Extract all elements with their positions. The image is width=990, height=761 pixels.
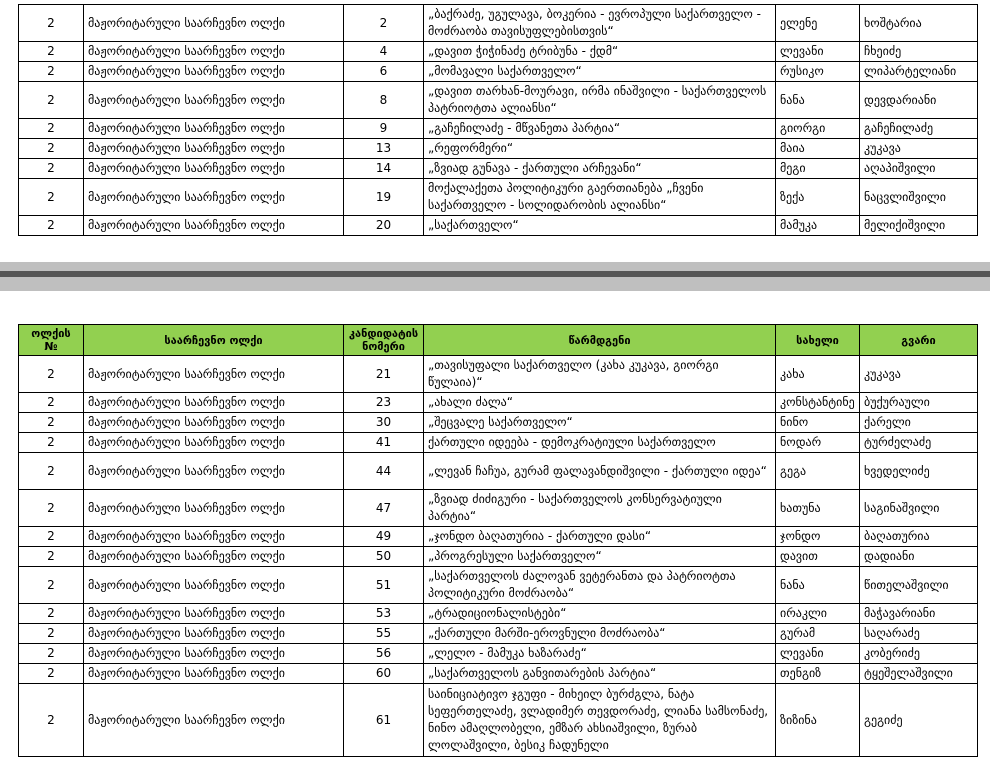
cell-type: მაჟორიტარული საარჩევნო ოლქი [84,139,344,159]
cell-district: 2 [19,604,84,624]
cell-last-name: საღარაძე [860,624,978,644]
cell-last-name: ნაცვლიშვილი [860,179,978,216]
cell-number: 8 [344,82,424,119]
cell-party: „პროგრესული საქართველო“ [424,547,776,567]
cell-type: მაჟორიტარული საარჩევნო ოლქი [84,433,344,453]
cell-last-name: ხვედელიძე [860,453,978,490]
cell-number: 61 [344,684,424,757]
cell-first-name: დავით [776,547,860,567]
cell-type: მაჟორიტარული საარჩევნო ოლქი [84,453,344,490]
cell-last-name: საგინაშვილი [860,490,978,527]
candidates-table-bottom [18,324,978,757]
cell-district: 2 [19,159,84,179]
cell-type: მაჟორიტარული საარჩევნო ოლქი [84,179,344,216]
cell-first-name: ზექა [776,179,860,216]
cell-type: მაჟორიტარული საარჩევნო ოლქი [84,356,344,393]
cell-party: „ლელო - მამუკა ხაზარაძე“ [424,644,776,664]
cell-type: მაჟორიტარული საარჩევნო ოლქი [84,604,344,624]
table-row [19,62,978,82]
cell-first-name: გურამ [776,624,860,644]
header-number: კანდიდატის ნომერი [344,325,424,356]
table-row [19,433,978,453]
cell-number: 41 [344,433,424,453]
cell-party: „საქართველოს ძალოვან ვეტერანთა და პატრიოტთა პოლიტიკური მოძრაობა“ [424,567,776,604]
cell-number: 9 [344,119,424,139]
cell-type: მაჟორიტარული საარჩევნო ოლქი [84,159,344,179]
cell-type: მაჟორიტარული საარჩევნო ოლქი [84,527,344,547]
table-row [19,453,978,490]
cell-party: „გაჩეჩილაძე - მწვანეთა პარტია“ [424,119,776,139]
cell-first-name: მაია [776,139,860,159]
cell-first-name: გეგა [776,453,860,490]
cell-type: მაჟორიტარული საარჩევნო ოლქი [84,567,344,604]
cell-number: 4 [344,42,424,62]
cell-district: 2 [19,413,84,433]
cell-party: „ახალი ძალა“ [424,393,776,413]
cell-district: 2 [19,119,84,139]
cell-type: მაჟორიტარული საარჩევნო ოლქი [84,413,344,433]
cell-district: 2 [19,356,84,393]
table-row [19,527,978,547]
cell-number: 20 [344,216,424,236]
cell-district: 2 [19,527,84,547]
cell-first-name: ხათუნა [776,490,860,527]
cell-number: 30 [344,413,424,433]
table-row [19,567,978,604]
candidates-table-top [18,4,978,236]
cell-type: მაჟორიტარული საარჩევნო ოლქი [84,5,344,42]
cell-type: მაჟორიტარული საარჩევნო ოლქი [84,684,344,757]
cell-type: მაჟორიტარული საარჩევნო ოლქი [84,82,344,119]
cell-district: 2 [19,42,84,62]
cell-party: „საქართველოს განვითარების პარტია“ [424,664,776,684]
cell-district: 2 [19,393,84,413]
cell-last-name: ბუქურაული [860,393,978,413]
cell-party: „დავით თარხან-მოურავი, ირმა ინაშვილი - საქართველოს პატრიოტთა ალიანსი“ [424,82,776,119]
header-district: ოლქის № [19,325,84,356]
table-row [19,5,978,42]
table-row [19,547,978,567]
cell-first-name: ნოდარ [776,433,860,453]
cell-last-name: ტყეშელაშვილი [860,664,978,684]
cell-district: 2 [19,179,84,216]
cell-district: 2 [19,684,84,757]
cell-district: 2 [19,567,84,604]
cell-last-name: დადიანი [860,547,978,567]
cell-party: „შეცვალე საქართველო“ [424,413,776,433]
cell-type: მაჟორიტარული საარჩევნო ოლქი [84,547,344,567]
page-top [0,0,990,262]
cell-number: 60 [344,664,424,684]
cell-last-name: ხოშტარია [860,5,978,42]
cell-last-name: დევდარიანი [860,82,978,119]
header-row [19,325,978,356]
cell-district: 2 [19,62,84,82]
cell-last-name: ტურძელაძე [860,433,978,453]
cell-number: 2 [344,5,424,42]
cell-number: 21 [344,356,424,393]
cell-number: 50 [344,547,424,567]
cell-district: 2 [19,82,84,119]
cell-type: მაჟორიტარული საარჩევნო ოლქი [84,644,344,664]
cell-first-name: გიორგი [776,119,860,139]
cell-type: მაჟორიტარული საარჩევნო ოლქი [84,62,344,82]
cell-party: „ტრადიციონალისტები“ [424,604,776,624]
cell-last-name: აღაპიშვილი [860,159,978,179]
header-party: წარმდგენი [424,325,776,356]
cell-district: 2 [19,139,84,159]
cell-first-name: კონსტანტინე [776,393,860,413]
cell-number: 51 [344,567,424,604]
cell-party: „თავისუფალი საქართველო (კახა კუკავა, გიორგი წულაია)“ [424,356,776,393]
cell-first-name: კახა [776,356,860,393]
cell-district: 2 [19,644,84,664]
table-row [19,179,978,216]
cell-party: „ლევან ჩაჩუა, გურამ ფალავანდიშვილი - ქართული იდეა“ [424,453,776,490]
cell-number: 23 [344,393,424,413]
cell-last-name: ბაღათურია [860,527,978,547]
table-row [19,139,978,159]
cell-last-name: მაჭავარიანი [860,604,978,624]
cell-number: 44 [344,453,424,490]
cell-first-name: ნანა [776,82,860,119]
table-row [19,413,978,433]
cell-party: მოქალაქეთა პოლიტიკური გაერთიანება „ჩვენი საქართველო - სოლიდარობის ალიანსი“ [424,179,776,216]
cell-type: მაჟორიტარული საარჩევნო ოლქი [84,624,344,644]
cell-party: „ზვიად გუნავა - ქართული არჩევანი“ [424,159,776,179]
cell-district: 2 [19,453,84,490]
cell-last-name: კუკავა [860,356,978,393]
cell-party: საინიციატივო ჯგუფი - მიხეილ ბურძგლა, ნატა სეფერთელაძე, ვლადიმერ თევდორაძე, ლიანა სამსონაძე, ნინო ამაღლობელი, ემზარ ახსიაშვილი, ზურაბ ლოლაშვილი, ბესიკ ჩადუნელი [424,684,776,757]
cell-type: მაჟორიტარული საარჩევნო ოლქი [84,393,344,413]
cell-type: მაჟორიტარული საარჩევნო ოლქი [84,119,344,139]
cell-last-name: ლიპარტელიანი [860,62,978,82]
cell-party: „რეფორმერი“ [424,139,776,159]
cell-party: „მომავალი საქართველო“ [424,62,776,82]
cell-first-name: ლევანი [776,42,860,62]
cell-last-name: ქარელი [860,413,978,433]
cell-party: „ქართული მარში-ეროვნული მოძრაობა“ [424,624,776,644]
cell-number: 56 [344,644,424,664]
cell-district: 2 [19,5,84,42]
cell-type: მაჟორიტარული საარჩევნო ოლქი [84,216,344,236]
cell-first-name: ზიზინა [776,684,860,757]
table-row [19,42,978,62]
table-row [19,356,978,393]
cell-party: „დავით ჭიჭინაძე ტრიბუნა - ქდმ“ [424,42,776,62]
header-type: საარჩევნო ოლქი [84,325,344,356]
cell-number: 13 [344,139,424,159]
cell-type: მაჟორიტარული საარჩევნო ოლქი [84,664,344,684]
cell-number: 19 [344,179,424,216]
cell-number: 53 [344,604,424,624]
bottom-table-body [19,356,978,757]
cell-first-name: ირაკლი [776,604,860,624]
table-row [19,119,978,139]
cell-first-name: რუსიკო [776,62,860,82]
cell-party: „ზვიად ძიძიგური - საქართველოს კონსერვატიული პარტია“ [424,490,776,527]
top-table-body [19,5,978,236]
cell-party: ქართული იდეება - დემოკრატიული საქართველო [424,433,776,453]
cell-type: მაჟორიტარული საარჩევნო ოლქი [84,490,344,527]
table-row [19,624,978,644]
cell-district: 2 [19,433,84,453]
cell-number: 55 [344,624,424,644]
cell-party: „ჯონდო ბაღათურია - ქართული დასი“ [424,527,776,547]
cell-last-name: ჩხეიძე [860,42,978,62]
cell-number: 6 [344,62,424,82]
table-row [19,644,978,664]
cell-party: „საქართველო“ [424,216,776,236]
table-row [19,604,978,624]
table-header [19,325,978,356]
table-row [19,490,978,527]
table-row [19,216,978,236]
cell-last-name: გეგიძე [860,684,978,757]
cell-last-name: მელიქიშვილი [860,216,978,236]
cell-last-name: გაჩეჩილაძე [860,119,978,139]
page-separator [0,262,990,291]
header-last-name: გვარი [860,325,978,356]
cell-number: 47 [344,490,424,527]
header-first-name: სახელი [776,325,860,356]
cell-last-name: კუკავა [860,139,978,159]
cell-number: 14 [344,159,424,179]
table-row [19,82,978,119]
cell-district: 2 [19,547,84,567]
table-row [19,664,978,684]
cell-district: 2 [19,624,84,644]
cell-party: „ბაქრაძე, უგულავა, ბოკერია - ევროპული საქართველო - მოძრაობა თავისუფლებისთვის“ [424,5,776,42]
cell-first-name: ლევანი [776,644,860,664]
page-bottom [0,291,990,761]
table-row [19,159,978,179]
cell-district: 2 [19,490,84,527]
cell-last-name: კობერიძე [860,644,978,664]
cell-first-name: ნინო [776,413,860,433]
cell-first-name: მამუკა [776,216,860,236]
cell-district: 2 [19,664,84,684]
cell-first-name: ნანა [776,567,860,604]
table-row [19,684,978,757]
cell-first-name: ჯონდო [776,527,860,547]
cell-first-name: თენგიზ [776,664,860,684]
cell-type: მაჟორიტარული საარჩევნო ოლქი [84,42,344,62]
cell-first-name: მეგი [776,159,860,179]
cell-first-name: ელენე [776,5,860,42]
cell-number: 49 [344,527,424,547]
cell-district: 2 [19,216,84,236]
table-row [19,393,978,413]
cell-last-name: წითელაშვილი [860,567,978,604]
